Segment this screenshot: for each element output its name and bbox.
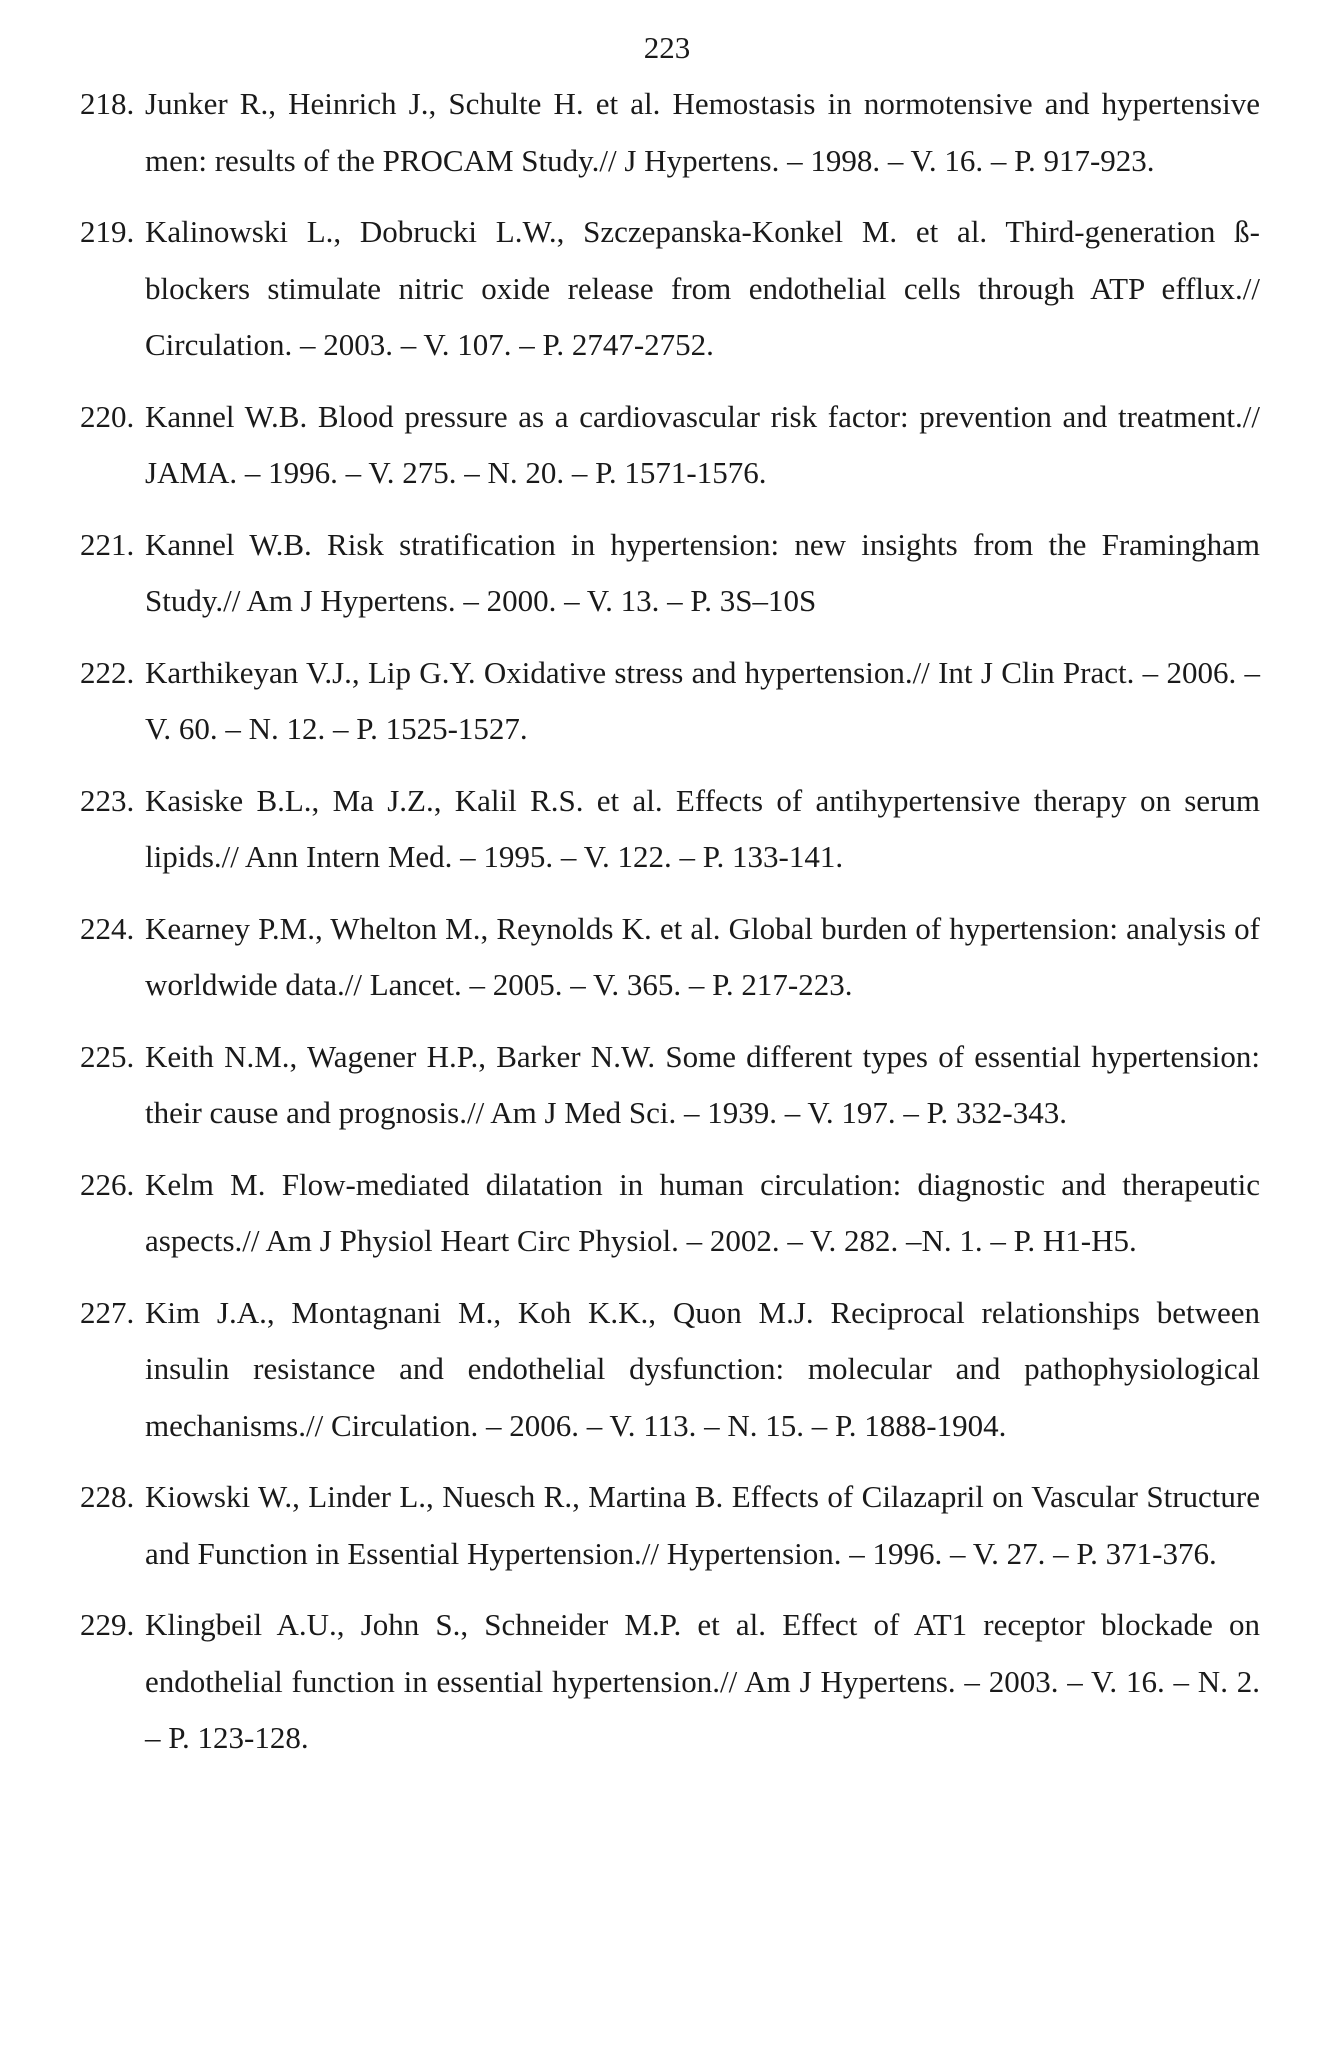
reference-number: 227. (80, 1294, 135, 1330)
reference-text: Junker R., Heinrich J., Schulte H. et al. Hemostasis in normotensive and hypertensive men: results of the PROCAM Study.// J Hypertens. – 1998. – V. 16. – P. 917-923. (145, 86, 1260, 178)
reference-item (80, 204, 1260, 374)
reference-text: Kearney P.M., Whelton M., Reynolds K. et al. Global burden of hypertension: analysis of worldwide data.// Lancet. – 2005. – V. 365. – P. 217-223. (145, 910, 1260, 1002)
reference-number: 228. (80, 1479, 135, 1514)
reference-text: Kannel W.B. Blood pressure as a cardiovascular risk factor: prevention and treatment.// JAMA. – 1996. – V. 275. – N. 20. – P. 1571-1576. (145, 398, 1260, 490)
reference-number: 221. (80, 526, 135, 562)
reference-list (80, 76, 1260, 1782)
reference-item (80, 901, 1260, 1014)
reference-number: 218. (80, 86, 135, 121)
reference-text: Klingbeil A.U., John S., Schneider M.P. et al. Effect of AT1 receptor blockade on endothelial function in essential hypertension.// Am J Hypertens. – 2003. – V. 16. – N. 2. – P. 123-128. (145, 1607, 1260, 1755)
reference-number: 226. (80, 1166, 135, 1202)
reference-text: Karthikeyan V.J., Lip G.Y. Oxidative stress and hypertension.// Int J Clin Pract. – 2006. – V. 60. – N. 12. – P. 1525-1527. (145, 654, 1260, 746)
reference-item (80, 76, 1260, 189)
reference-number: 225. (80, 1038, 135, 1074)
reference-item (80, 773, 1260, 886)
page-number: 223 (643, 30, 691, 65)
reference-item (80, 517, 1260, 630)
reference-item (80, 1469, 1260, 1582)
reference-number: 219. (80, 214, 135, 249)
reference-text: Keith N.M., Wagener H.P., Barker N.W. Some different types of essential hypertension: their cause and prognosis.// Am J Med Sci. – 1939. – V. 197. – P. 332-343. (145, 1038, 1260, 1130)
reference-number: 222. (80, 654, 135, 690)
reference-text: Kannel W.B. Risk stratification in hypertension: new insights from the Framingham Study.// Am J Hypertens. – 2000. – V. 13. – P. 3S–10S (145, 526, 1260, 618)
reference-number: 220. (80, 398, 135, 434)
reference-text: Kasiske B.L., Ma J.Z., Kalil R.S. et al. Effects of antihypertensive therapy on serum lipids.// Ann Intern Med. – 1995. – V. 122. – P. 133-141. (145, 782, 1260, 874)
reference-item (80, 1157, 1260, 1270)
reference-text: Kelm M. Flow-mediated dilatation in human circulation: diagnostic and therapeutic aspects.// Am J Physiol Heart Circ Physiol. – 2002. – V. 282. –N. 1. – P. H1-H5. (145, 1166, 1260, 1258)
reference-number: 223. (80, 782, 135, 818)
reference-item (80, 389, 1260, 502)
reference-number: 224. (80, 910, 135, 946)
reference-item (80, 1285, 1260, 1455)
reference-text: Kalinowski L., Dobrucki L.W., Szczepanska-Konkel M. et al. Third-generation ß-blockers stimulate nitric oxide release from endothelial cells through ATP efflux.// Circulation. – 2003. – V. 107. – P. 2747-2752. (145, 214, 1260, 362)
reference-item (80, 645, 1260, 758)
reference-item (80, 1597, 1260, 1767)
reference-number: 229. (80, 1607, 135, 1642)
reference-text: Kim J.A., Montagnani M., Koh K.K., Quon M.J. Reciprocal relationships between insulin resistance and endothelial dysfunction: molecular and pathophysiological mechanisms.// Circulation. – 2006. – V. 113. – N. 15. – P. 1888-1904. (145, 1294, 1260, 1443)
reference-item (80, 1029, 1260, 1142)
reference-text: Kiowski W., Linder L., Nuesch R., Martina B. Effects of Cilazapril on Vascular Structure and Function in Essential Hypertension.// Hypertension. – 1996. – V. 27. – P. 371-376. (145, 1479, 1260, 1571)
